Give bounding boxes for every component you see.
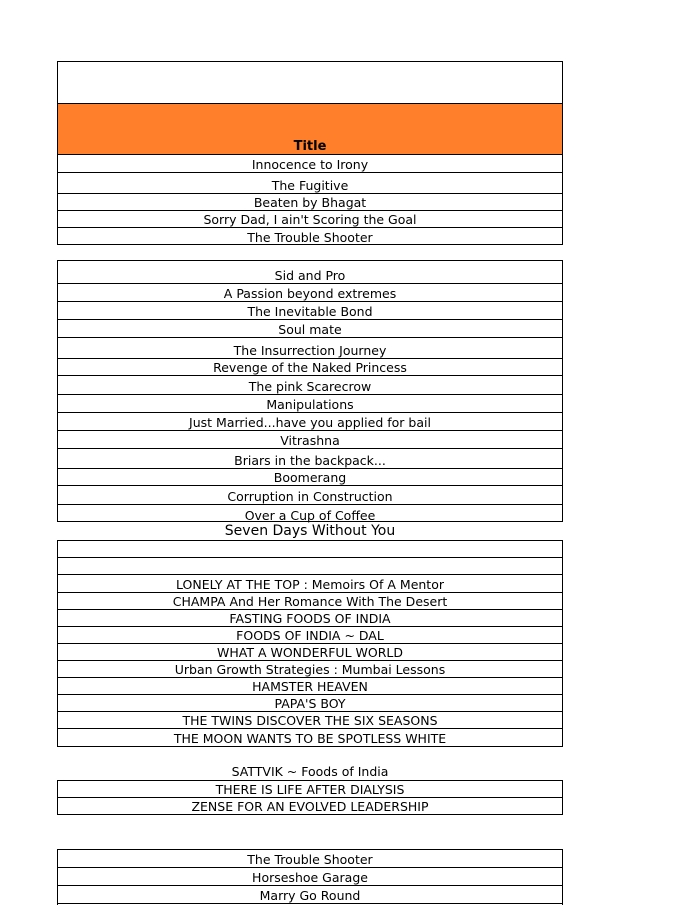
- group-1-rows: [58, 155, 562, 245]
- table-row: Horseshoe Garage: [58, 868, 562, 886]
- standalone-title-sattvik: SATTVIK ~ Foods of India: [231, 764, 389, 779]
- table-row: Urban Growth Strategies : Mumbai Lessons: [58, 661, 562, 678]
- table-row: Vitrashna: [58, 431, 562, 449]
- table-row: The Trouble Shooter: [247, 230, 373, 245]
- table-row: Manipulations: [58, 395, 562, 413]
- table-row: Sorry Dad, I ain't Scoring the Goal: [58, 211, 562, 228]
- table-row: THE TWINS DISCOVER THE SIX SEASONS: [58, 712, 562, 729]
- title-header: [58, 103, 562, 155]
- table-row: The Trouble Shooter: [58, 850, 562, 868]
- table-row: The Inevitable Bond: [58, 302, 562, 320]
- table-row: THE MOON WANTS TO BE SPOTLESS WHITE: [173, 731, 447, 746]
- table-row: Revenge of the Naked Princess: [58, 359, 562, 376]
- table-row: [58, 558, 562, 575]
- table-row: THERE IS LIFE AFTER DIALYSIS: [58, 781, 562, 798]
- table-row: HAMSTER HEAVEN: [58, 678, 562, 695]
- table-row: The Insurrection Journey: [58, 338, 562, 359]
- table-row: The Fugitive: [58, 173, 562, 194]
- table-row: ZENSE FOR AN EVOLVED LEADERSHIP: [191, 799, 429, 814]
- table-row: [58, 541, 562, 558]
- table-row: The pink Scarecrow: [58, 376, 562, 395]
- table-row: Soul mate: [58, 320, 562, 338]
- table-row: Just Married...have you applied for bail: [58, 413, 562, 431]
- table-row: Innocence to Irony: [58, 155, 562, 173]
- table-row: WHAT A WONDERFUL WORLD: [58, 644, 562, 661]
- table-row: Boomerang: [58, 469, 562, 486]
- table-row: Over a Cup of Coffee: [244, 508, 376, 523]
- table-row: Beaten by Bhagat: [58, 194, 562, 211]
- title-table-group-2: [57, 260, 563, 522]
- title-header-label: Title: [293, 139, 327, 154]
- table-row: LONELY AT THE TOP : Memoirs Of A Mentor: [58, 575, 562, 593]
- title-table-group-3: [57, 540, 563, 747]
- table-row: Marry Go Round: [58, 886, 562, 904]
- table-row: Sid and Pro: [58, 261, 562, 284]
- title-table-group-1: [57, 61, 563, 245]
- table-row: PAPA'S BOY: [58, 695, 562, 712]
- table-row: Briars in the backpack...: [58, 449, 562, 469]
- table-row: Corruption in Construction: [58, 486, 562, 505]
- table-row: FASTING FOODS OF INDIA: [58, 610, 562, 627]
- table-row: CHAMPA And Her Romance With The Desert: [58, 593, 562, 610]
- empty-header-cell: [58, 62, 562, 103]
- table-row: FOODS OF INDIA ~ DAL: [58, 627, 562, 644]
- table-row: A Passion beyond extremes: [58, 284, 562, 302]
- title-table-group-4: [57, 780, 563, 815]
- title-table-group-5: [57, 849, 563, 905]
- standalone-title-seven-days: Seven Days Without You: [224, 523, 396, 539]
